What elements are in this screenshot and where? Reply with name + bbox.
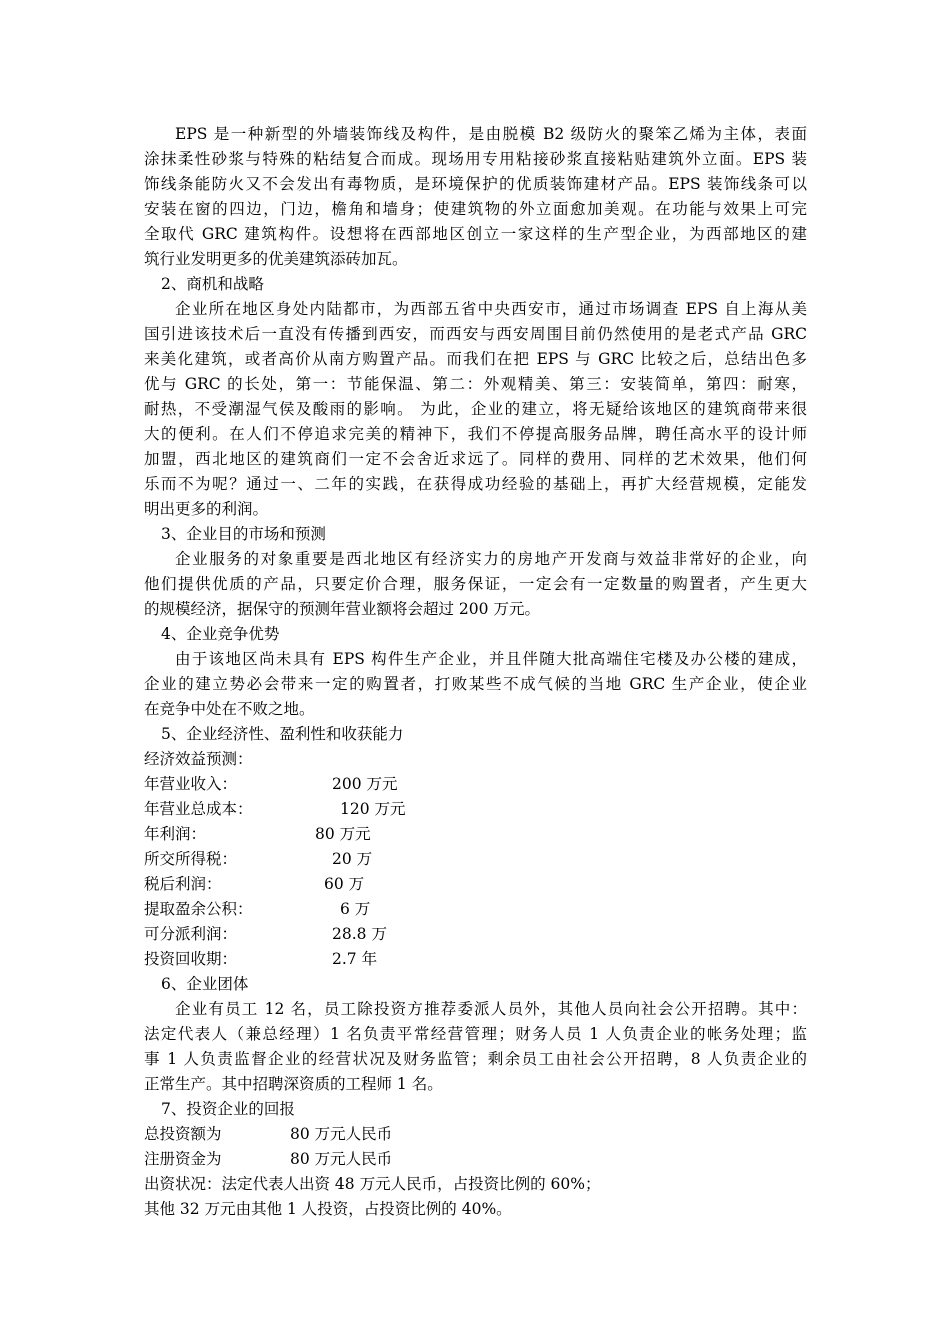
forecast-row xyxy=(144,897,807,922)
subheading: 经济效益预测： xyxy=(144,750,253,768)
text-line: 优与 GRC 的长处，第一：节能保温、第二：外观精美、第三：安装简单，第四：耐寒， xyxy=(144,375,807,393)
forecast-row xyxy=(144,947,807,972)
text-line: 企业的建立势必会带来一定的购置者，打败某些不成气候的当地 GRC 生产企业，使企业 xyxy=(144,675,807,693)
investment-table xyxy=(144,1122,807,1172)
text-line: 涂抹柔性砂浆与特殊的粘结复合而成。现场用专用粘接砂浆直接粘贴建筑外立面。EPS 装 xyxy=(144,150,807,168)
text-line: 耐热，不受潮湿气侯及酸雨的影响。 为此，企业的建立，将无疑给该地区的建筑商带来很 xyxy=(144,400,807,418)
text-line: 饰线条能防火又不会发出有毒物质，是环境保护的优质装饰建材产品。EPS 装饰线条可以 xyxy=(144,175,807,193)
text-line: 的规模经济，据保守的预测年营业额将会超过 200 万元。 xyxy=(144,600,540,618)
row-value: 80 万元人民币 xyxy=(290,1150,393,1168)
row-label: 年营业收入： xyxy=(144,775,238,793)
section-heading: 5、企业经济性、盈利性和收获能力 xyxy=(161,725,404,743)
row-value: 80 万元 xyxy=(315,825,371,843)
text-line: 加盟，西北地区的建筑商们一定不会舍近求远了。同样的费用、同样的艺术效果，他们何 xyxy=(144,450,807,468)
text-line: 安装在窗的四边，门边，檐角和墙身；使建筑物的外立面愈加美观。在功能与效果上可完 xyxy=(144,200,807,218)
row-value: 80 万元人民币 xyxy=(290,1125,393,1143)
row-label: 年利润： xyxy=(144,825,207,843)
row-value: 120 万元 xyxy=(340,800,406,818)
intro-paragraph xyxy=(144,122,807,272)
row-label: 投资回收期： xyxy=(144,950,238,968)
row-value: 200 万元 xyxy=(332,775,398,793)
section-3-paragraph xyxy=(144,547,807,622)
forecast-row xyxy=(144,847,807,872)
text-line: 来美化建筑，或者高价从南方购置产品。而我们在把 EPS 与 GRC 比较之后，总结出色多 xyxy=(144,350,807,368)
text-line: 其他 32 万元由其他 1 人投资，占投资比例的 40%。 xyxy=(144,1200,512,1218)
text-line: 出资状况：法定代表人出资 48 万元人民币，占投资比例的 60%； xyxy=(144,1175,601,1193)
text-line: 法定代表人（兼总经理）1 名负责平常经营管理；财务人员 1 人负责企业的帐务处理；监 xyxy=(144,1025,807,1043)
row-value: 6 万 xyxy=(340,900,371,918)
text-line: 全取代 GRC 建筑构件。设想将在西部地区创立一家这样的生产型企业，为西部地区的建 xyxy=(144,225,807,243)
forecast-row xyxy=(144,922,807,947)
forecast-row xyxy=(144,797,807,822)
row-label: 提取盈余公积： xyxy=(144,900,253,918)
row-label: 年营业总成本： xyxy=(144,800,253,818)
row-value: 28.8 万 xyxy=(332,925,387,943)
text-line: 筑行业发明更多的优美建筑添砖加瓦。 xyxy=(144,250,408,268)
text-line: 大的便利。在人们不停追求完美的精神下，我们不停提高服务品牌，聘任高水平的设计师 xyxy=(144,425,807,443)
text-line: EPS 是一种新型的外墙装饰线及构件，是由脱模 B2 级防火的聚笨乙烯为主体，表面 xyxy=(175,125,807,143)
row-value: 60 万 xyxy=(324,875,365,893)
text-line: 企业服务的对象重要是西北地区有经济实力的房地产开发商与效益非常好的企业，向 xyxy=(175,550,807,568)
section-6-paragraph xyxy=(144,997,807,1097)
text-line: 国引进该技术后一直没有传播到西安，而西安与西安周围目前仍然使用的是老式产品 GRC xyxy=(144,325,807,343)
section-heading: 2、商机和战略 xyxy=(161,275,264,293)
section-heading: 6、企业团体 xyxy=(161,975,249,993)
row-label: 总投资额为 xyxy=(144,1125,222,1143)
section-heading: 4、企业竞争优势 xyxy=(161,625,280,643)
text-line: 乐而不为呢？通过一、二年的实践，在获得成功经验的基础上，再扩大经营规模，定能发 xyxy=(144,475,807,493)
text-line: 由于该地区尚未具有 EPS 构件生产企业，并且伴随大批高端住宅楼及办公楼的建成， xyxy=(175,650,807,668)
forecast-row xyxy=(144,822,807,847)
text-line: 企业所在地区身处内陆都市，为西部五省中央西安市，通过市场调查 EPS 自上海从美 xyxy=(175,300,807,318)
row-label: 所交所得税： xyxy=(144,850,238,868)
row-label: 注册资金为 xyxy=(144,1150,222,1168)
row-value: 20 万 xyxy=(332,850,373,868)
investment-row xyxy=(144,1147,807,1172)
forecast-row xyxy=(144,872,807,897)
text-line: 事 1 人负责监督企业的经营状况及财务监管；剩余员工由社会公开招聘，8 人负责企业的 xyxy=(144,1050,807,1068)
text-line: 企业有员工 12 名，员工除投资方推荐委派人员外，其他人员向社会公开招聘。其中： xyxy=(175,1000,807,1018)
row-label: 税后利润： xyxy=(144,875,222,893)
section-heading: 3、企业目的市场和预测 xyxy=(161,525,326,543)
text-line: 正常生产。其中招聘深资质的工程师 1 名。 xyxy=(144,1075,443,1093)
text-line: 他们提供优质的产品，只要定价合理，服务保证，一定会有一定数量的购置者，产生更大 xyxy=(144,575,807,593)
section-4-paragraph xyxy=(144,647,807,722)
forecast-table xyxy=(144,772,807,972)
row-label: 可分派利润： xyxy=(144,925,238,943)
text-line: 明出更多的利润。 xyxy=(144,500,269,518)
document-page xyxy=(144,122,807,1222)
section-2-paragraph xyxy=(144,297,807,522)
text-line: 在竞争中处在不败之地。 xyxy=(144,700,315,718)
forecast-row xyxy=(144,772,807,797)
investment-row xyxy=(144,1122,807,1147)
section-heading: 7、投资企业的回报 xyxy=(161,1100,295,1118)
row-value: 2.7 年 xyxy=(332,950,378,968)
